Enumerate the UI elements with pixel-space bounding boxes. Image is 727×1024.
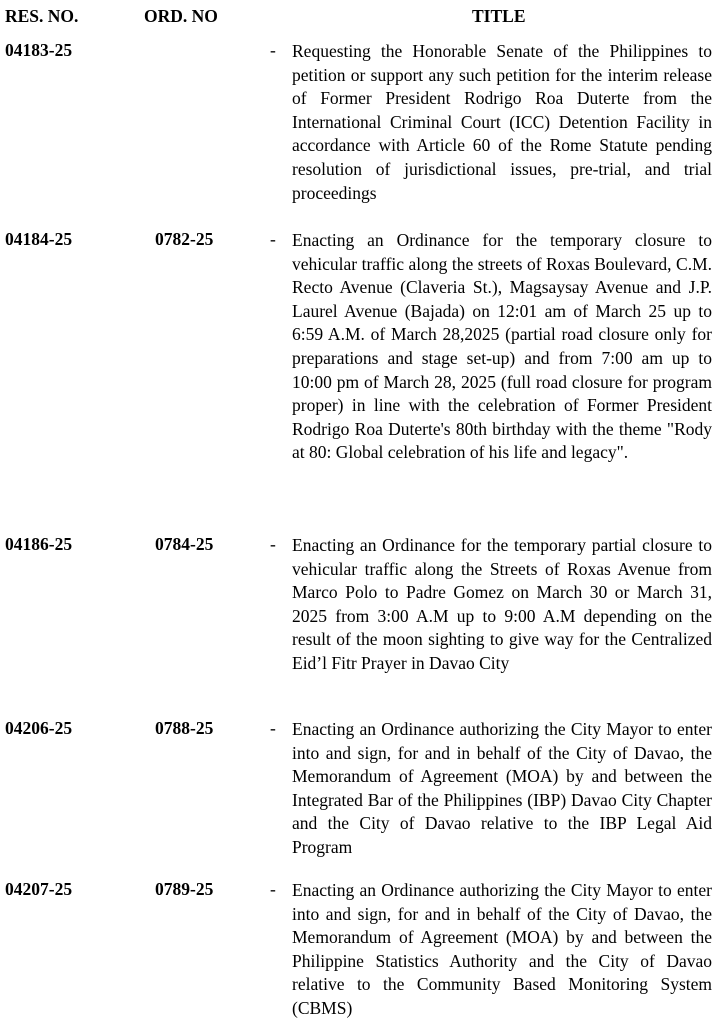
title-cell: Enacting an Ordinance for the temporary partial closure to vehicular traffic along the Streets of Roxas Avenue from Marco Polo to Padre Gomez on March 30 or March 31, 2025 from 3:00 A.M up to 9:00 A.M depending on the result of the moon sighting to give way for the Centralized Eid’l Fitr Prayer in Davao City [292, 535, 712, 673]
ord-no-cell: 0789-25 [155, 879, 214, 899]
res-no-cell: 04207-25 [5, 879, 73, 899]
separator-dash: - [270, 40, 276, 60]
ord-no-cell: 0784-25 [155, 534, 214, 554]
column-header-ord-no: ORD. NO [144, 6, 218, 26]
separator-dash: - [270, 879, 276, 899]
title-cell: Enacting an Ordinance authorizing the City Mayor to enter into and sign, for and in behalf of the City of Davao, the Memorandum of Agreement (MOA) by and between the Integrated Bar of the Philippines (IBP) Davao City Chapter and the City of Davao relative to the IBP Legal Aid Program [292, 719, 712, 857]
ord-no-cell: 0788-25 [155, 718, 214, 738]
separator-dash: - [270, 229, 276, 249]
separator-dash: - [270, 718, 276, 738]
column-header-res-no: RES. NO. [5, 6, 79, 26]
res-no-cell: 04183-25 [5, 40, 73, 60]
res-no-cell: 04186-25 [5, 534, 73, 554]
separator-dash: - [270, 534, 276, 554]
title-cell: Enacting an Ordinance for the temporary closure to vehicular traffic along the streets of Roxas Boulevard, C.M. Recto Avenue (Claveria St.), Magsaysay Avenue and J.P. Laurel Avenue (Bajada) on 12:01 am of March 25 up to 6:59 A.M. of March 28,2025 (partial road closure only for preparations and stage set-up) and from 7:00 am up to 10:00 pm of March 28, 2025 (full road closure for program proper) in line with the celebration of Former President Rodrigo Roa Duterte's 80th birthday with the theme "Rody at 80: Global celebration of his life and legacy". [292, 230, 712, 463]
title-cell: Enacting an Ordinance authorizing the City Mayor to enter into and sign, for and in behalf of the City of Davao, the Memorandum of Agreement (MOA) by and between the Philippine Statistics Authority and the City of Davao relative to the Community Based Monitoring System (CBMS) [292, 880, 712, 1018]
table-header [0, 6, 727, 30]
column-header-title: TITLE [472, 6, 526, 26]
res-no-cell: 04184-25 [5, 229, 73, 249]
title-cell: Requesting the Honorable Senate of the Philippines to petition or support any such petition for the interim release of Former President Rodrigo Roa Duterte from the International Criminal Court (ICC) Detention Facility in accordance with Article 60 of the Rome Statute pending resolution of jurisdictional issues, pre-trial, and trial proceedings [292, 41, 712, 203]
res-no-cell: 04206-25 [5, 718, 73, 738]
ord-no-cell: 0782-25 [155, 229, 214, 249]
